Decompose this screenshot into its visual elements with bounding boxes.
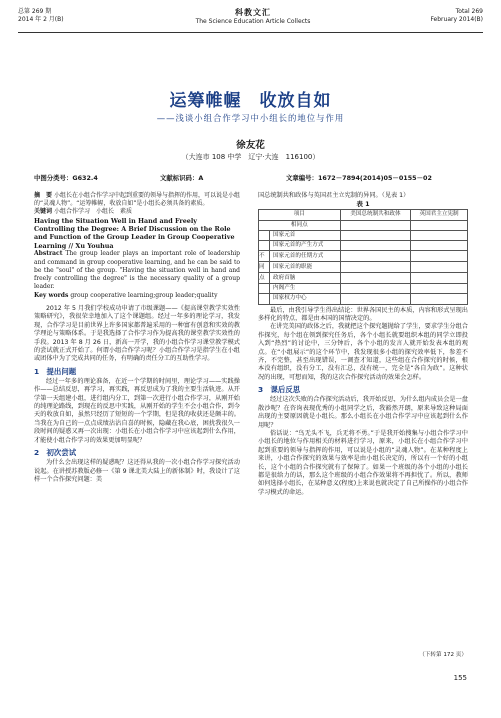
journal-title: 科教文汇 [235, 7, 271, 17]
section-1-heading: 1 提出问题 [34, 366, 77, 376]
journal-name [168, 8, 338, 26]
issue-date-en: February 2014(B) [430, 16, 483, 23]
keywords-en-label: Key words [34, 291, 69, 299]
issue-total-en: Total 269 [455, 8, 483, 15]
right-intro-line: 国总统制共和政体与英国君主立宪制的异同。（见表 1） [258, 192, 410, 199]
table-cell [340, 220, 411, 230]
table-row [259, 284, 468, 294]
section-3-heading: 3 课后反思 [258, 385, 301, 395]
table-cell [411, 262, 468, 273]
table-cell [411, 284, 468, 294]
table-row-label: 内阁产生 [270, 284, 341, 294]
author-name: 徐友花 [236, 140, 265, 151]
table-cell [340, 251, 411, 262]
table-row [259, 273, 468, 284]
issue-date: 2014 年 2 月(B) [18, 16, 64, 23]
section-2-heading: 2 初次尝试 [34, 448, 77, 458]
after-table-paragraph: 最后，由我引导学生得出结论：世界各国民主的本质，内容和形式呈现出多样化的特点，都是由本国的国情决定的。 [258, 306, 468, 323]
table-row-label: 国家元首 [270, 230, 341, 240]
table-cell [411, 241, 468, 251]
table-cell [411, 230, 468, 240]
page-header [18, 8, 483, 33]
comparison-table [258, 209, 468, 304]
journal-subtitle: The Science Education Article Collects [195, 18, 311, 25]
article-number: 文章编号：1672－7894(2014)05－0155－02 [286, 174, 432, 182]
abstract-en [34, 250, 240, 291]
keywords-en [34, 292, 240, 300]
table-cell [411, 251, 468, 262]
table-side-label: 同 [259, 262, 270, 273]
keywords-cn [34, 208, 240, 216]
table-row-label: 国家元首的任期方式 [270, 251, 341, 262]
table-cell [340, 241, 411, 251]
keywords-en-text: group cooperative learning;group leader;quality [70, 291, 218, 299]
abstract-cn-text: 小组长在小组合作学习中起到重要的领导与指挥的作用，可以说是小组的“灵魂人物”。“运筹帷幄，收放自如”是小组长必须具备的素质。 [34, 192, 240, 208]
table-cell [411, 220, 468, 230]
issue-info-en [430, 8, 483, 24]
section-1-text: 经过一年多的理论准备，在近一个学期的时间里，理论学习——实践操作——总结反思，再学习，再实践，再反思成为了我的主要生活轨迹。从开学第一天组建小组，进行组内分工，到第一次进行小组合作学习，从刚开始的纯理论路线，到现在的反思中实践，从刚开始的学生不会小组合作，到今天的收放自如，虽然只经历了短短的一个学期，但是我的收获还是颇丰的。当我在为自己的一点点成绩沾沾自喜的时候，隐藏在我心底，困扰我很久一段时间的疑惑又再一次出现：小组长在小组合作学习中应该起到什么作用，才能使小组合作学习的效果更加明显呢？ [34, 377, 240, 444]
table-row-label: 国家权力中心 [270, 294, 341, 304]
paragraph-2: 在讲完美国的政体之后，我就把这个探究题抛给了学生，要求学生分组合作探究，每个组在领到探究任务后，各个小组长就要组织本组的同学立即投入到“热烈”的讨论中，三分钟后，各个小组的发言人就开始发表本组的观点。在“小组展示”的这个环节中，我发现很多小组的探究效率低下，参差不齐，不完整，甚至出现错误，一调查才知道，这些组在合作探究的时候，根本没有组织，没有分工，没有汇总，没有统一，完全是“各自为政”。这种状况的出现，可想而知，我的这次合作探究活动的效果会怎样。 [258, 323, 468, 381]
article-title: 运筹帷幄 收放自如 [169, 91, 332, 111]
table-cell [340, 284, 411, 294]
table-row-label: 政府首脑 [270, 273, 341, 284]
document-code: 文献标识码：A [160, 174, 204, 182]
left-column [34, 192, 240, 484]
abstract-en-label: Abstract [34, 250, 63, 258]
table-row-label: 国家元首的产生方式 [270, 241, 341, 251]
table-side-label [259, 241, 270, 251]
table-cell [340, 230, 411, 240]
author-affiliation: （大连市 108 中学 辽宁·大连 116100） [181, 153, 320, 161]
article-subtitle: ——浅谈小组合作学习中小组长的地位与作用 [156, 113, 345, 123]
table-header-cell: 英国君主立宪制 [411, 210, 468, 220]
page-number: 155 [453, 674, 467, 682]
issue-total: 总第 269 期 [18, 8, 52, 15]
table-cell [340, 262, 411, 273]
table-row [259, 220, 468, 230]
table-cell [411, 273, 468, 284]
abstract-cn-label: 摘 要 [34, 192, 53, 199]
table-row [259, 294, 468, 304]
table-header-cell: 项目 [259, 210, 341, 220]
table-cell [340, 294, 411, 304]
table-side-label: 不 [259, 251, 270, 262]
table-row [259, 251, 468, 262]
title-en: Having the Situation Well in Hand and Freely Controlling the Degree: A Brief Discussion on the Role and Function of the Group Leader in Group Cooperative Learning // Xu Youhua [34, 216, 235, 250]
table-header-row [259, 210, 468, 220]
table-row-label: 相同点 [259, 220, 341, 230]
table-row-label: 国家元首的职能 [270, 262, 341, 273]
table-caption: 表 1 [356, 200, 370, 209]
clc-number: 中图分类号：G632.4 [34, 174, 98, 182]
continued-note: （下转第 172 页） [419, 652, 467, 658]
section-3-text: 经过这次失败的合作探究活动后，我开始反思，为什么组内成员会是一盘散沙呢？在咨询表现优秀的小组同学之后，我豁然开朗，原来导致这种局面出现的主要原因就是小组长。那么小组长在小组合作学习中应该起到什么作用呢？ [258, 396, 468, 429]
right-column [258, 192, 468, 497]
table-side-label: 点 [259, 273, 270, 284]
table-side-label [259, 294, 270, 304]
keywords-cn-label: 关键词 [34, 208, 53, 216]
intro-paragraph: 2012 年 5 月我们学校成功申请了市级课题——《提高课堂教学实效性策略研究》，我很荣幸地加入了这个课题组。经过一年多的理论学习，我发现，合作学习是目前世界上许多国家都普遍采用的一种富有创意和实效的教学理论与策略体系。于是我选择了合作学习作为提高我的课堂教学实效性的手段。2013 年 8 月 26 日，新高一开学，我的小组合作学习课堂教学模式的尝试就正式开始了。何谓小组合作学习呢？小组合作学习是指学生在小组或团体中为了完成共同的任务，有明确的责任分工的互助性学习。 [34, 305, 240, 363]
table-header-cell: 美国总统制共和政体 [340, 210, 411, 220]
section-2-text: 为什么会出现这样的疑惑呢？这还得从我的一次小组合作学习探究活动说起。在讲授苏教版必修一《第 9 课北美大陆上的新体制》时，我设计了这样一个合作探究问题：美 [34, 459, 240, 483]
table-side-label [259, 230, 270, 240]
abstract-cn [34, 192, 240, 208]
keywords-cn-text: 小组合作学习 小组长 素质 [53, 208, 132, 216]
issue-info [18, 8, 64, 24]
paragraph-4: 俗话说：“鸟无头不飞，兵无将不勇。”于是我开始搜集与小组合作学习中小组长的地位与作用相关的材料进行学习，原来，小组长在小组合作学习中起到重要的领导与指挥的作用，可以说是小组的“灵魂人物”。在某种程度上来讲，小组合作探究的效果与效率是由小组长决定的，所以有一个好的小组长，这个小组的合作探究就有了保障了。如果一个班级的各个小组的小组长都是很给力的话，那么这个班级的小组合作效果将不再担忧了。所以，教师如何选择小组长，在某种意义(程度)上来说也就决定了自己所操作的小组合作学习模式的命运。 [258, 429, 468, 496]
table-cell [340, 273, 411, 284]
table-row [259, 230, 468, 240]
table-cell [411, 294, 468, 304]
table-side-label [259, 284, 270, 294]
table-row [259, 241, 468, 251]
table-row [259, 262, 468, 273]
abstract-en-text: The group leader plays an important role of leadership and command in group cooperative learning, and he can be said to be the "soul" of the group. "Having the situation well in hand and freely controlling the degree" is the necessary quality of a group leader. [34, 250, 240, 291]
